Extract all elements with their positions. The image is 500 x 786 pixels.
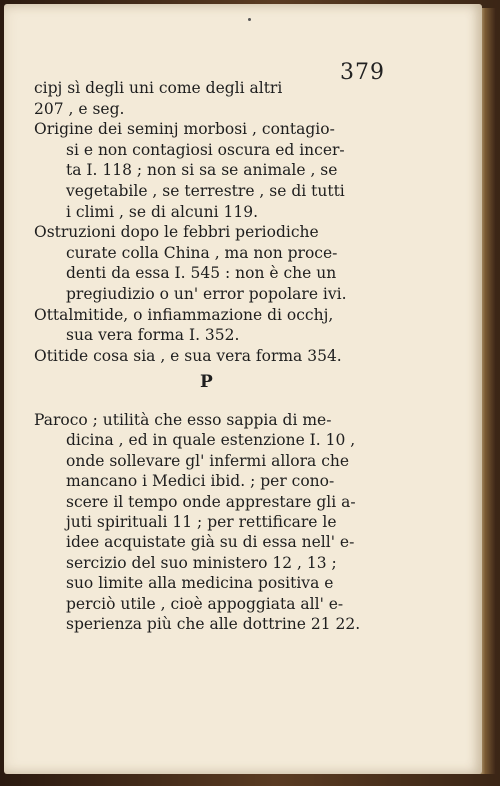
index-entry [34, 119, 394, 222]
entry-line: ta I. 118 ; non si sa se animale , se [66, 161, 338, 180]
entry-line: Ostruzioni dopo le febbri periodiche [34, 223, 319, 242]
ink-speck [248, 18, 251, 21]
page-number: 379 [340, 60, 385, 85]
entry-line: sperienza più che alle dottrine 21 22. [66, 615, 361, 634]
index-entry [34, 346, 394, 367]
entry-line: 207 , e seg. [34, 99, 125, 118]
entry-line: sercizio del suo ministero 12 , 13 ; [66, 553, 337, 572]
entry-line: denti da essa I. 545 : non è che un [66, 264, 337, 283]
entry-line: si e non contagiosi oscura ed incer- [66, 140, 345, 159]
entry-line: onde sollevare gl' infermi allora che [66, 451, 350, 470]
index-entries-o [34, 78, 394, 366]
entry-line: Ottalmitide, o infiammazione di occhj, [34, 305, 334, 324]
entry-line: sua vera forma I. 352. [66, 326, 240, 345]
entry-line: juti spirituali 11 ; per rettificare le [66, 513, 337, 532]
index-entry [34, 305, 394, 346]
entry-line: i climi , se di alcuni 119. [66, 202, 259, 221]
index-entry [34, 222, 394, 304]
entry-line: cipj sì degli uni come degli altri [34, 79, 283, 97]
entry-line: Origine dei seminj morbosi , contagio- [34, 120, 335, 139]
entry-line: curate colla China , ma non proce- [66, 243, 338, 262]
entry-line: dicina , ed in quale estenzione I. 10 , [66, 431, 356, 450]
entry-line: scere il tempo onde apprestare gli a- [66, 492, 356, 511]
entry-line: mancano i Medici ibid. ; per cono- [66, 472, 335, 491]
entry-line: idee acquistate già su di essa nell' e- [66, 533, 355, 552]
entry-line: Otitide cosa sia , e sua vera forma 354. [34, 346, 342, 365]
index-entries-p [34, 410, 394, 634]
entry-line: perciò utile , cioè appoggiata all' e- [66, 594, 344, 613]
entry-line: suo limite alla medicina positiva e [66, 574, 334, 593]
entry-line: pregiudizio o un' error popolare ivi. [66, 284, 347, 303]
index-entry [34, 78, 394, 119]
entry-line: Paroco ; utilità che esso sappia di me- [34, 411, 332, 429]
section-letter: P [200, 372, 213, 392]
entry-line: vegetabile , se terrestre , se di tutti [66, 181, 345, 200]
index-entry [34, 410, 394, 634]
